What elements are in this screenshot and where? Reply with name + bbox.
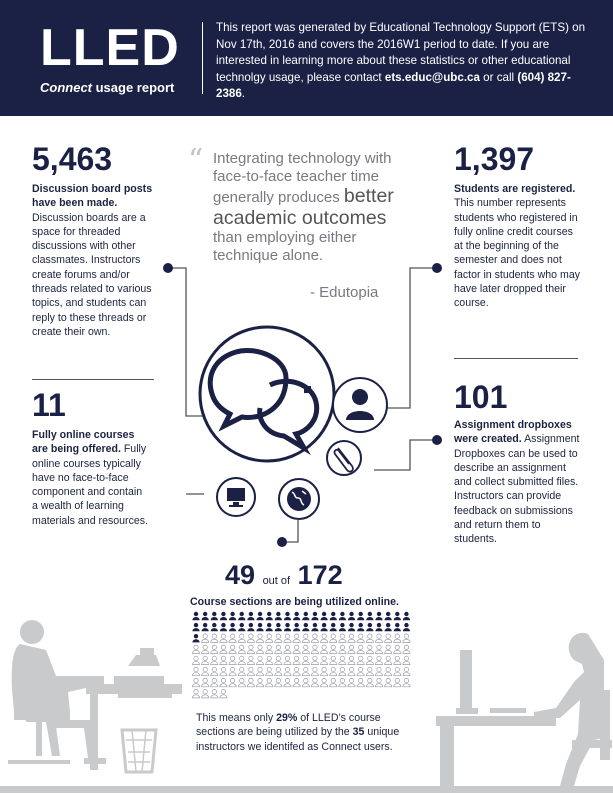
person-icon: [284, 623, 291, 631]
person-icon: [339, 678, 346, 686]
person-icon: [385, 656, 392, 664]
person-icon: [375, 667, 382, 675]
person-icon: [256, 656, 263, 664]
person-icon: [202, 645, 209, 653]
person-icon: [192, 667, 199, 675]
students-number: 1,397: [454, 141, 535, 177]
person-icon: [330, 612, 337, 620]
person-icon: [275, 634, 282, 642]
person-icon: [321, 656, 328, 664]
person-icon: [247, 667, 254, 675]
discussion-posts-description: Discussion board posts have been made. Discussion boards are a space for threaded discussions with other classmates. Instructors create forums and/or threads related to various topics, and students can reply to these threads or create their own.: [32, 183, 153, 338]
person-icon: [220, 667, 227, 675]
person-icon: [357, 667, 364, 675]
person-icon: [348, 612, 355, 620]
person-icon: [275, 612, 282, 620]
person-icon: [229, 612, 236, 620]
person-icon: [211, 690, 218, 698]
person-icon: [366, 612, 373, 620]
person-icon: [220, 656, 227, 664]
logo-subtitle-bold: Connect: [40, 80, 92, 95]
person-icon: [339, 612, 346, 620]
person-icon: [330, 678, 337, 686]
person-icon: [321, 667, 328, 675]
course-sections-people-grid: [192, 612, 410, 698]
person-icon: [238, 678, 245, 686]
online-courses-description: Fully online courses are being offered. Fully online courses typically have no face-to-face component and contain a wealth of learning materials and resources.: [32, 429, 148, 527]
person-icon: [293, 612, 300, 620]
person-icon: [302, 612, 309, 620]
person-icon: [266, 667, 273, 675]
person-icon: [366, 678, 373, 686]
person-icon: [238, 667, 245, 675]
left-desk-silhouette: [8, 620, 182, 772]
person-icon: [211, 634, 218, 642]
person-icon: [192, 634, 199, 642]
person-icon: [394, 667, 401, 675]
person-icon: [266, 623, 273, 631]
person-icon: [220, 634, 227, 642]
person-icon: [192, 678, 199, 686]
person-icon: [311, 612, 318, 620]
person-icon: [256, 623, 263, 631]
person-icon: [275, 623, 282, 631]
right-divider: [454, 358, 578, 359]
person-icon: [339, 656, 346, 664]
person-icon: [311, 645, 318, 653]
person-icon: [229, 634, 236, 642]
sections-used: 49: [225, 560, 256, 590]
person-icon: [256, 678, 263, 686]
person-icon: [256, 645, 263, 653]
dropboxes-description: Assignment dropboxes were created. Assignment Dropboxes can be used to describe an assignment and collect submitted files. Instructors can provide feedback on submissions and return them to students.: [454, 419, 580, 546]
person-icon: [385, 634, 392, 642]
online-courses-number: 11: [32, 387, 66, 423]
person-icon: [266, 656, 273, 664]
globe-icon: [279, 479, 319, 519]
person-icon: [229, 656, 236, 664]
person-icon: [247, 634, 254, 642]
contact-email[interactable]: ets.educ@ubc.ca: [384, 70, 480, 84]
person-icon: [357, 678, 364, 686]
instructor-count: 35: [352, 726, 365, 739]
person-icon: [394, 678, 401, 686]
person-icon: [211, 623, 218, 631]
logo-subtitle-rest: usage report: [92, 80, 175, 95]
person-icon: [293, 634, 300, 642]
person-icon: [211, 645, 218, 653]
person-icon: [357, 634, 364, 642]
person-icon: [375, 623, 382, 631]
person-icon: [220, 623, 227, 631]
person-icon: [385, 623, 392, 631]
person-icon: [385, 645, 392, 653]
person-icon: [375, 645, 382, 653]
person-icon: [330, 656, 337, 664]
person-icon: [385, 678, 392, 686]
person-icon: [394, 612, 401, 620]
monitor-icon: [217, 478, 255, 516]
logo-title: LLED: [40, 19, 180, 77]
person-icon: [247, 623, 254, 631]
person-icon: [192, 612, 199, 620]
person-icon: [202, 667, 209, 675]
person-icon: [348, 645, 355, 653]
person-icon: [238, 612, 245, 620]
person-icon: [247, 612, 254, 620]
person-icon: [238, 656, 245, 664]
person-icon: [375, 656, 382, 664]
person-icon: [211, 612, 218, 620]
header-description: This report was generated by Educational Technology Support (ETS) on Nov 17th, 2016 and covers the 2016W1 period to date. If you are interested in learning more about these statistics or other educational technolgy usage, please contact ets.educ@ubc.ca or call (604) 827-2386.: [216, 21, 586, 100]
contact-phone: (604) 827-2386: [216, 70, 571, 100]
sections-percent: 29%: [276, 712, 298, 724]
person-icon: [357, 612, 364, 620]
sections-count: [225, 560, 343, 596]
person-icon: [266, 678, 273, 686]
person-icon: [333, 378, 387, 432]
person-icon: [202, 623, 209, 631]
person-icon: [339, 667, 346, 675]
person-icon: [238, 623, 245, 631]
person-icon: [256, 667, 263, 675]
person-icon: [348, 667, 355, 675]
person-icon: [366, 667, 373, 675]
person-icon: [192, 656, 199, 664]
person-icon: [192, 690, 199, 698]
person-icon: [311, 634, 318, 642]
person-icon: [348, 656, 355, 664]
person-icon: [284, 678, 291, 686]
person-icon: [229, 645, 236, 653]
person-icon: [339, 645, 346, 653]
person-icon: [375, 678, 382, 686]
person-icon: [375, 612, 382, 620]
person-icon: [366, 645, 373, 653]
person-icon: [266, 634, 273, 642]
person-icon: [339, 623, 346, 631]
person-icon: [311, 667, 318, 675]
person-icon: [229, 667, 236, 675]
ground-line: [0, 786, 613, 793]
person-icon: [321, 634, 328, 642]
person-icon: [321, 623, 328, 631]
sections-between: out of: [262, 575, 291, 587]
person-icon: [302, 623, 309, 631]
person-icon: [348, 634, 355, 642]
person-icon: [366, 656, 373, 664]
person-icon: [403, 678, 410, 686]
speech-bubbles-icon: [200, 327, 334, 461]
person-icon: [275, 656, 282, 664]
person-icon: [202, 612, 209, 620]
person-icon: [311, 623, 318, 631]
person-icon: [247, 656, 254, 664]
person-icon: [302, 645, 309, 653]
person-icon: [330, 667, 337, 675]
sections-summary: This means only 29% of LLED’s course sections are being utilized by the 35 unique instructors we identifed as Connect users.: [196, 712, 400, 753]
left-divider: [32, 379, 154, 380]
person-icon: [256, 634, 263, 642]
person-icon: [394, 656, 401, 664]
person-icon: [238, 634, 245, 642]
quote-source: - Edutopia: [310, 284, 379, 301]
person-icon: [266, 612, 273, 620]
person-icon: [311, 656, 318, 664]
dropboxes-number: 101: [454, 379, 508, 415]
person-icon: [403, 667, 410, 675]
person-icon: [394, 623, 401, 631]
person-icon: [385, 612, 392, 620]
person-icon: [202, 678, 209, 686]
person-icon: [385, 667, 392, 675]
person-icon: [284, 634, 291, 642]
person-icon: [357, 656, 364, 664]
person-icon: [229, 623, 236, 631]
person-icon: [321, 678, 328, 686]
person-icon: [220, 690, 227, 698]
person-icon: [275, 667, 282, 675]
person-icon: [266, 645, 273, 653]
quote-emphasis: better academic outcomes: [213, 185, 394, 229]
quote-mark: “: [188, 143, 204, 178]
person-icon: [403, 645, 410, 653]
person-icon: [403, 656, 410, 664]
person-icon: [293, 645, 300, 653]
person-icon: [275, 678, 282, 686]
person-icon: [339, 634, 346, 642]
person-icon: [302, 667, 309, 675]
person-icon: [211, 678, 218, 686]
person-icon: [394, 634, 401, 642]
person-icon: [284, 612, 291, 620]
person-icon: [330, 623, 337, 631]
person-icon: [330, 645, 337, 653]
person-icon: [394, 645, 401, 653]
person-icon: [275, 645, 282, 653]
sections-caption: Course sections are being utilized online.: [190, 596, 399, 608]
person-icon: [321, 612, 328, 620]
person-icon: [192, 645, 199, 653]
person-icon: [321, 645, 328, 653]
person-icon: [302, 678, 309, 686]
person-icon: [403, 634, 410, 642]
person-icon: [311, 678, 318, 686]
person-icon: [202, 656, 209, 664]
person-icon: [403, 612, 410, 620]
person-icon: [220, 678, 227, 686]
person-icon: [284, 656, 291, 664]
person-icon: [302, 634, 309, 642]
paperclip-icon: [327, 441, 361, 475]
person-icon: [357, 645, 364, 653]
person-icon: [293, 667, 300, 675]
person-icon: [284, 667, 291, 675]
discussion-posts-number: 5,463: [32, 141, 113, 177]
person-icon: [247, 645, 254, 653]
person-icon: [211, 667, 218, 675]
person-icon: [293, 656, 300, 664]
person-icon: [293, 623, 300, 631]
person-icon: [403, 623, 410, 631]
person-icon: [247, 678, 254, 686]
person-icon: [202, 690, 209, 698]
person-icon: [211, 656, 218, 664]
quote-text: Integrating technology with face-to-face teacher time generally produces better academic outcomes than employing either technique alone.: [213, 150, 394, 264]
person-icon: [256, 612, 263, 620]
person-icon: [192, 623, 199, 631]
person-icon: [238, 645, 245, 653]
right-desk-silhouette: [436, 633, 612, 786]
person-icon: [375, 634, 382, 642]
person-icon: [202, 634, 209, 642]
person-icon: [330, 634, 337, 642]
students-description: Students are registered. This number represents students who registered in fully online credit courses at the beginning of the semester and does not factor in students who may have later dropped their course.: [454, 183, 581, 310]
person-icon: [284, 645, 291, 653]
person-icon: [220, 612, 227, 620]
person-icon: [357, 623, 364, 631]
person-icon: [366, 634, 373, 642]
person-icon: [302, 656, 309, 664]
person-icon: [348, 623, 355, 631]
person-icon: [293, 678, 300, 686]
person-icon: [366, 623, 373, 631]
person-icon: [229, 678, 236, 686]
person-icon: [220, 645, 227, 653]
person-icon: [348, 678, 355, 686]
sections-total: 172: [297, 560, 343, 590]
